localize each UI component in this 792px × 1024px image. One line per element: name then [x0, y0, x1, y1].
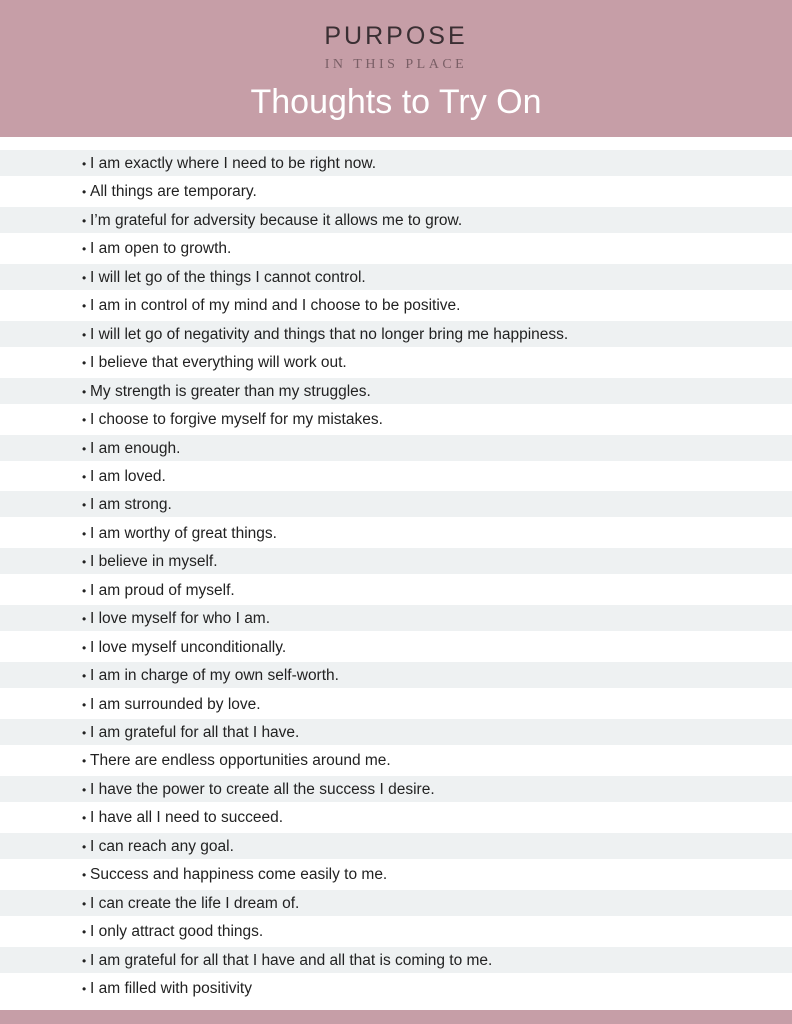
list-item — [0, 804, 792, 830]
list-item-text — [82, 548, 218, 576]
list-item-label: I choose to forgive myself for my mistakes. — [90, 411, 383, 429]
bullet-icon: • — [82, 754, 87, 769]
list-item-text — [82, 150, 376, 178]
list-item — [0, 548, 792, 574]
list-item-label: I am loved. — [90, 467, 166, 485]
bullet-icon: • — [82, 811, 87, 826]
list-item-text — [82, 577, 235, 605]
list-item — [0, 577, 792, 603]
list-item — [0, 605, 792, 631]
list-item-label: I love myself unconditionally. — [90, 638, 287, 656]
bullet-icon: • — [82, 242, 87, 257]
list-item — [0, 292, 792, 318]
list-item — [0, 349, 792, 375]
list-item — [0, 235, 792, 261]
list-item-text — [82, 264, 366, 292]
list-item-label: There are endless opportunities around me. — [90, 752, 391, 770]
list-item — [0, 890, 792, 916]
list-item-text — [82, 890, 299, 918]
list-item-label: I am open to growth. — [90, 240, 232, 258]
list-item-label: I believe that everything will work out. — [90, 354, 347, 372]
list-item-text — [82, 321, 568, 349]
bullet-icon: • — [82, 868, 87, 883]
list-item-label: I have all I need to succeed. — [90, 809, 284, 827]
list-item — [0, 520, 792, 546]
list-item-label: I am proud of myself. — [90, 581, 235, 599]
footer-bar — [0, 1010, 792, 1024]
bullet-icon: • — [82, 299, 87, 314]
bullet-icon: • — [82, 896, 87, 911]
list-item — [0, 947, 792, 973]
list-item-text — [82, 605, 270, 633]
bullet-icon: • — [82, 612, 87, 627]
list-item — [0, 463, 792, 489]
bullet-icon: • — [82, 583, 87, 598]
list-item — [0, 776, 792, 802]
list-item — [0, 691, 792, 717]
bullet-icon: • — [82, 669, 87, 684]
list-item-text — [82, 178, 257, 206]
list-item-label: I am in charge of my own self-worth. — [90, 667, 339, 685]
list-item-label: I believe in myself. — [90, 553, 218, 571]
list-item-text — [82, 776, 435, 804]
list-item-label: I only attract good things. — [90, 923, 264, 941]
list-item-text — [82, 349, 347, 377]
list-item — [0, 833, 792, 859]
bullet-icon: • — [82, 640, 87, 655]
list-item — [0, 747, 792, 773]
list-item-text — [82, 691, 261, 719]
list-item-text — [82, 975, 252, 1003]
list-item-text — [82, 520, 277, 548]
list-item-text — [82, 833, 234, 861]
list-item-label: I am exactly where I need to be right now. — [90, 155, 377, 172]
list-item-label: My strength is greater than my struggles. — [90, 382, 371, 400]
list-item-label: I am grateful for all that I have. — [90, 724, 300, 741]
bullet-icon: • — [82, 213, 87, 228]
bullet-icon: • — [82, 925, 87, 940]
list-item-label: I’m grateful for adversity because it allows me to grow. — [90, 211, 463, 229]
bullet-icon: • — [82, 498, 87, 513]
bullet-icon: • — [82, 726, 87, 740]
list-item — [0, 321, 792, 347]
page-header — [0, 0, 792, 137]
list-item — [0, 491, 792, 517]
list-item-label: I can reach any goal. — [90, 837, 234, 855]
list-item — [0, 918, 792, 944]
bullet-icon: • — [82, 839, 87, 854]
page-title: Thoughts to Try On — [250, 83, 542, 121]
list-item-label: I am worthy of great things. — [90, 524, 277, 542]
list-item-text — [82, 235, 231, 263]
bullet-icon: • — [82, 441, 87, 456]
list-item — [0, 150, 792, 176]
bullet-icon: • — [82, 157, 87, 171]
list-item-label: I will let go of negativity and things that no longer bring me happiness. — [90, 325, 569, 343]
bullet-icon: • — [82, 555, 87, 570]
brand-name: PURPOSE — [324, 22, 468, 50]
list-item — [0, 662, 792, 688]
list-item-label: I have the power to create all the success I desire. — [90, 780, 435, 798]
list-item — [0, 719, 792, 745]
bullet-icon: • — [82, 953, 87, 968]
bullet-icon: • — [82, 526, 87, 541]
list-item-label: I will let go of the things I cannot control. — [90, 268, 366, 286]
bullet-icon: • — [82, 982, 87, 997]
list-item — [0, 634, 792, 660]
list-item — [0, 861, 792, 887]
bullet-icon: • — [82, 469, 87, 484]
list-item — [0, 378, 792, 404]
list-item-label: I love myself for who I am. — [90, 610, 271, 628]
bullet-icon: • — [82, 270, 87, 285]
list-item-text — [82, 861, 387, 889]
list-item — [0, 435, 792, 461]
list-item-text — [82, 463, 166, 491]
list-item-text — [82, 947, 492, 975]
list-item-label: I am strong. — [90, 496, 172, 514]
list-item-label: I am filled with positivity — [90, 980, 252, 998]
list-item — [0, 207, 792, 233]
list-item-label: I am grateful for all that I have and all that is coming to me. — [90, 951, 493, 969]
list-item-text — [82, 435, 180, 463]
list-item-text — [82, 491, 172, 519]
list-item-text — [82, 662, 339, 690]
list-item-label: I am in control of my mind and I choose to be positive. — [90, 297, 461, 315]
list-item — [0, 975, 792, 1001]
bullet-icon: • — [82, 356, 87, 371]
list-item-text — [82, 207, 462, 235]
list-item-text — [82, 406, 383, 434]
list-item-label: Success and happiness come easily to me. — [90, 866, 388, 884]
bullet-icon: • — [82, 327, 87, 342]
bullet-icon: • — [82, 413, 87, 428]
bullet-icon: • — [82, 384, 87, 399]
list-item-text — [82, 747, 391, 775]
list-item — [0, 178, 792, 204]
list-item-text — [82, 719, 299, 747]
list-item-label: I can create the life I dream of. — [90, 894, 300, 912]
list-item-label: I am enough. — [90, 439, 181, 457]
list-item-label: I am surrounded by love. — [90, 695, 261, 713]
bullet-icon: • — [82, 185, 87, 200]
list-item-text — [82, 292, 460, 320]
list-item-text — [82, 634, 286, 662]
list-item — [0, 264, 792, 290]
list-item-label: All things are temporary. — [90, 183, 257, 201]
list-item — [0, 406, 792, 432]
list-item-text — [82, 804, 283, 832]
list-item-text — [82, 918, 263, 946]
list-item-text — [82, 378, 371, 406]
brand-tagline: IN THIS PLACE — [324, 57, 468, 72]
bullet-icon: • — [82, 697, 87, 712]
bullet-icon: • — [82, 782, 87, 797]
